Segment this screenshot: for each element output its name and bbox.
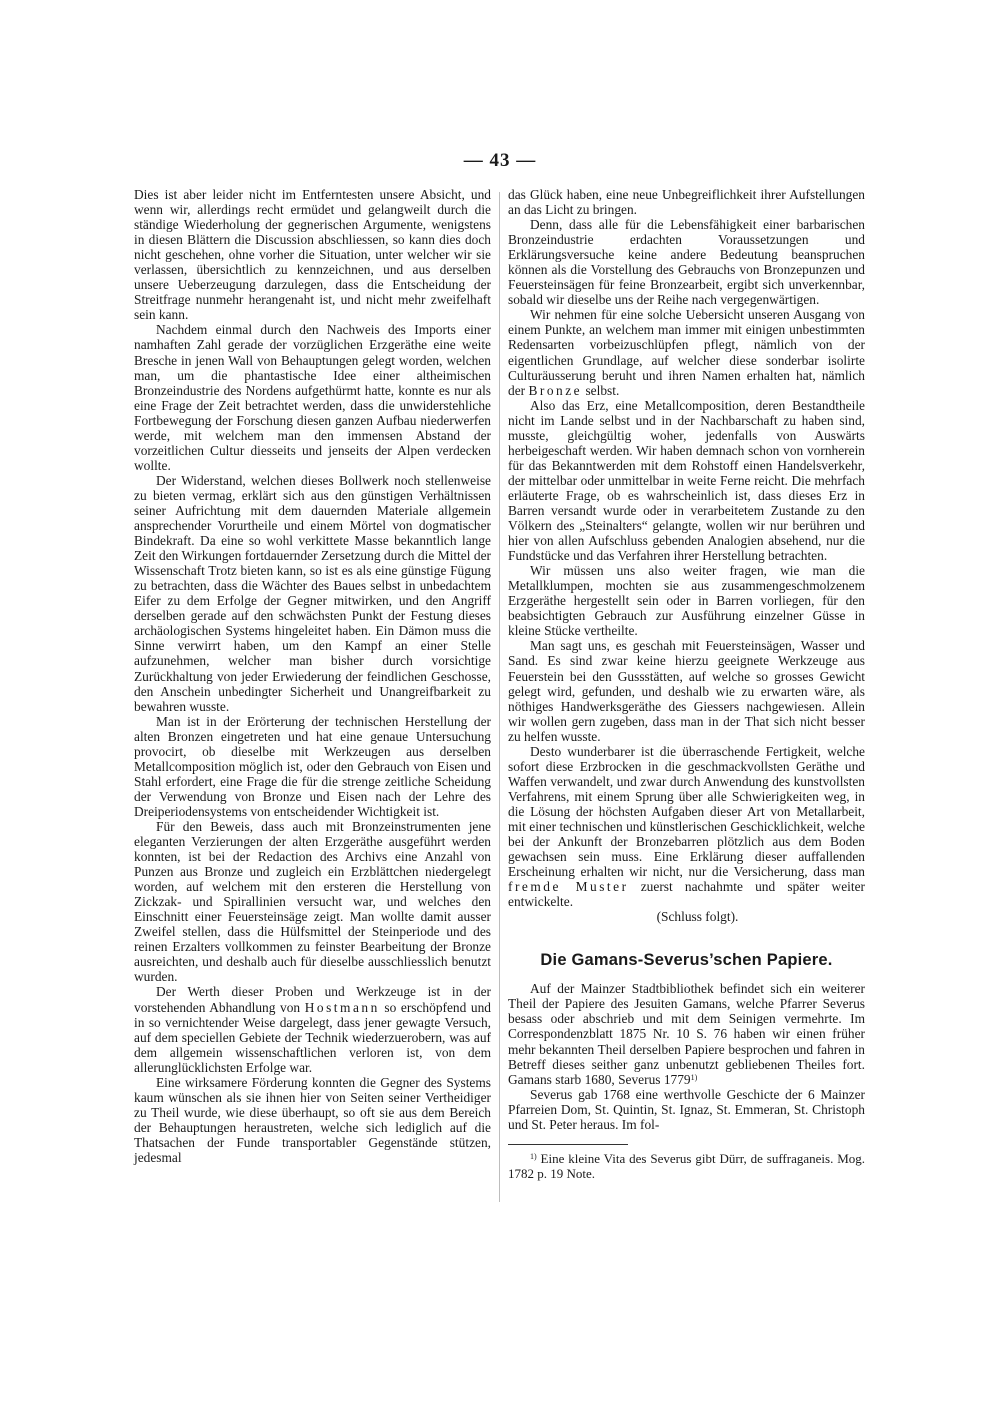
paragraph xyxy=(508,981,865,1086)
text-span: selbst. xyxy=(582,382,620,398)
left-column xyxy=(134,187,491,1165)
text-span: so erschöpfend und in so vernichtender Weise dargelegt, dass jener gewagte Versuch, auf dem speciellen Gebiete der Technik wiederzuerobern, was auf dem allgemein wissenschaftlichen verloren ist, von dem allerunglücklichsten Erfolge war. xyxy=(134,999,491,1075)
paragraph: Der Widerstand, welchen dieses Bollwerk noch stellenweise zu bieten vermag, erklärt sich aus den günstigen Verhältnissen seiner Aufrichtung mit dem dauernden Materiale allgemein ansprechender Vorurtheile und einem Mörtel von dogmatischer Bindekraft. Da eine so wohl verkittete Masse bekanntlich lange Zeit den Wirkungen fortdauernder Zersetzung durch die Mittel der Wissenschaft Trotz bieten kann, so ist es als eine günstige Fügung zu betrachten, dass die Wächter des Baues selbst in unbedachtem Eifer zu dem Erfolge der Gegner mitwirken, und den Angriff derselben gerade auf den schwächsten Punkt der Festung dieses archäologischen Systems hingeleitet haben. Ein Dämon muss die Sinne verwirrt haben, um den Kampf an einer Stelle aufzunehmen, welcher man bisher durch vorsichtige Zurückhaltung von jeder Erwiederung der feindlichen Geschosse, den Anschein unbedingter Sicherheit und Unangreifbarkeit zu bewahren wusste. xyxy=(134,472,491,714)
to-be-continued-note: (Schluss folgt). xyxy=(656,909,739,925)
paragraph: Severus gab 1768 eine werthvolle Geschicte der 6 Mainzer Pfarreien Dom, St. Quintin, St. Ignaz, St. Emmeran, St. Christoph und St. Peter heraus. Im fol- xyxy=(508,1086,865,1132)
paragraph: das Glück haben, eine neue Unbegreiflichkeit ihrer Aufstellungen an das Licht zu bringen. xyxy=(508,187,865,218)
paragraph: Man sagt uns, es geschah mit Feuersteinsägen, Wasser und Sand. Es sind zwar keine hierzu geeignete Werkzeuge aus Feuerstein bei den Gussstätten, auf welche so grosses Gewicht gelegt wird, gefunden, und deshalb wie zu erwarten wäre, als nöthiges Handwerksgeräthe des Giessers nachgewiesen. Allein wir wollen gern zugeben, dass man in der That sich nicht besser zu helfen wusste. xyxy=(508,638,865,744)
paragraph: Nachdem einmal durch den Nachweis des Imports einer namhaften Zahl gerade der vorzüglichen Erzgeräthe eine weite Bresche in jenen Wall von Behauptungen gelegt worden, welchen man, um die phantastische Idee einer altheimischen Bronzeindustrie des Nordens aufgethürmt hatte, konnte es nur als eine Frage der Zeit betrachtet werden, dass die unwiderstehliche Fortbewegung der Forschung diesen ganzen Aufbau niederwerfen werde, mit welchem man den immensen Abstand der vorzeitlichen Cultur diesseits und jenseits der Alpen verdecken wollte. xyxy=(134,322,491,473)
text-span: Der Werth dieser Proben und Werkzeuge ist in der vorstehenden Abhandlung von xyxy=(134,984,491,1015)
paragraph xyxy=(134,984,491,1074)
footnote-rule xyxy=(508,1144,628,1145)
paragraph: Wir müssen uns also weiter fragen, wie man die Metallklumpen, mochten sie aus zusammengeschmolzenem Erzgeräthe hergestellt sein oder in Barren vorliegen, für den beabsichtigten Gebrauch zur Ausführung einzelner Güsse in kleine Stücke vertheilte. xyxy=(508,563,865,639)
right-column xyxy=(508,187,865,1181)
paragraph: Eine wirksamere Förderung konnten die Gegner des Systems kaum wünschen als sie ihnen hier von Seiten seiner Vertheidiger zu Theil wurde, wie diese überhaupt, so oft sie aus dem Bereich der Behauptungen heraustreten, welche sich lediglich auf die Thatsachen der Funde transportabler Gegenstände stützen, jedesmal xyxy=(134,1074,491,1165)
paragraph: Denn, dass alle für die Lebensfähigkeit einer barbarischen Bronzeindustrie erdachten Voraussetzungen und Erklärungsversuche keine andere Bedeutung beanspruchen können als die Vorstellung des Gebrauchs von Bronzepunzen und Feuersteinsägen für feine Bronzearbeit, ergibt sich unverkennbar, sobald wir dieselbe uns der Reihe nach vergegenwärtigen. xyxy=(508,217,865,308)
text-span: Wir nehmen für eine solche Uebersicht unseren Ausgang von einem Punkte, an welchem man immer mit einigen unbestimmten Redensarten vorbeizuschlüpfen pflegt, nämlich von der eigentlichen Grundlage, auf welcher diese sonderbar isolirte Culturäusserung beruht und ihren Namen erhalten hat, nämlich der xyxy=(508,307,865,398)
text-span: Auf der Mainzer Stadtbibliothek befindet sich ein weiterer Theil der Papiere des Jesuiten Gamans, welche Pfarrer Severus besass oder abschrieb und mit dem Seinigen vermehrte. Im Correspondenzblatt 1875 Nr. 10 S. 76 haben wir einen früher mehr bekannten Theil derselben Papiere besprochen und fahren in Betreff dieses seither ganz unbenutzt gebliebenen Theiles fort. Gamans starb 1680, Severus 1779 xyxy=(508,981,865,1087)
page-number: — 43 — xyxy=(463,150,537,171)
text-span: zuerst nachahmte und später weiter entwickelte. xyxy=(508,879,865,910)
paragraph: Also das Erz, eine Metallcomposition, deren Bestandtheile nicht im Lande selbst und in der Nachbarschaft zu haben sind, musste, gleichgültig woher, jedenfalls von Auswärts herbeigeschaft werden. Wir haben demnach schon von vornherein für das Bekanntwerden mit dem Rohstoff einen Handelsverkehr, der mittelbar oder unmittelbar in weite Ferne reicht. Die mehrfach erläuterte Frage, ob es wahrscheinlich ist, dass dieses Erz in Barren versandt wurde oder in verarbeitetem Zustande zu den Völkern des „Steinalters“ gelangte, wollen wir nur berühren und hier von allen Aufschluss gebenden Analogien absehend, nur die Fundstücke und das Verfahren ihrer Herstellung betrachten. xyxy=(508,397,865,564)
footnote-reference: 1) xyxy=(690,1072,698,1082)
paragraph xyxy=(508,744,865,910)
footnote-text: Eine kleine Vita des Severus gibt Dürr, de suffraganeis. Mog. 1782 p. 19 Note. xyxy=(508,1150,865,1181)
spaced-name: Hostmann xyxy=(304,999,380,1015)
spaced-word: fremde Muster xyxy=(508,879,629,895)
paragraph: Man ist in der Erörterung der technischen Herstellung der alten Bronzen eingetreten und hat eine genaue Untersuchung provocirt, ob dieselbe mit Werkzeugen aus derselben Metallcomposition möglich ist, oder den Gebrauch von Eisen und Stahl erfordert, eine Frage die für die strenge zeitliche Scheidung der Verwendung von Bronze und Eisen nach der Lehre des Dreiperiodensystems von entscheidender Wichtigkeit ist. xyxy=(134,713,491,819)
spaced-word: Bronze xyxy=(528,382,583,398)
paragraph: Dies ist aber leider nicht im Entferntesten unsere Absicht, und wenn wir, allerdings recht ermüdet und gelangweilt durch die ständige Wiederholung der gegnerischen Argumente, wenigstens in diesen Blättern die Discussion abschliessen, so kann dies doch nicht geschehen, ohne vorher die Situation, unter welcher wir sie verlassen, übersichtlich zu kennzeichnen, und aus derselben unsere Ueberzeugung darzulegen, dass die Entscheidung der Streitfrage nunmehr herangenaht ist, und nicht mehr zweifelhaft sein kann. xyxy=(134,187,491,323)
footnote-mark: 1) xyxy=(530,1151,537,1161)
paragraph xyxy=(508,307,865,397)
paragraph: Für den Beweis, dass auch mit Bronzeinstrumenten jene eleganten Verzierungen der alten Erzgeräthe ausgeführt werden konnten, ist bei der Redaction des Archivs eine Anzahl von Punzen aus Bronze und zugleich ein Erzblättchen niedergelegt worden, auf welchem mit den ersteren die Herstellung von Zickzak- und Spirallinien versucht war, und welches den Einschnitt einer Feuersteinsäge zeigt. Man wollte damit ausser Zweifel stellen, dass die Hülfsmittel der Steinperiode und des reinen Erzalters vollkommen zu feinster Bearbeitung der Bronze ausreichten, und deshalb auch für dieselbe ausschliesslich benutzt wurden. xyxy=(134,818,491,985)
column-divider xyxy=(499,192,500,1202)
text-span: Desto wunderbarer ist die überraschende Fertigkeit, welche sofort diese Erzbrocken in die geschmackvollsten Geräthe und Waffen verwandelt, und zwar durch Anwendung des kunstvollsten Verfahrens, mit einem Sprung über alle Schwierigkeiten weg, in die Lösung der höchsten Aufgaben dieser Art von Metallarbeit, mit einer technischen und künstlerischen Geschicklichkeit, welche bei der Ankunft der Bronzebarren plötzlich aus dem Boden gewachsen sein muss. Eine Erklärung dieser auffallenden Erscheinung erhalten wir nicht, nur die Versicherung, dass man xyxy=(508,743,865,880)
footnote xyxy=(508,1151,865,1181)
article-title: Die Gamans-Severus’schen Papiere. xyxy=(540,951,833,970)
